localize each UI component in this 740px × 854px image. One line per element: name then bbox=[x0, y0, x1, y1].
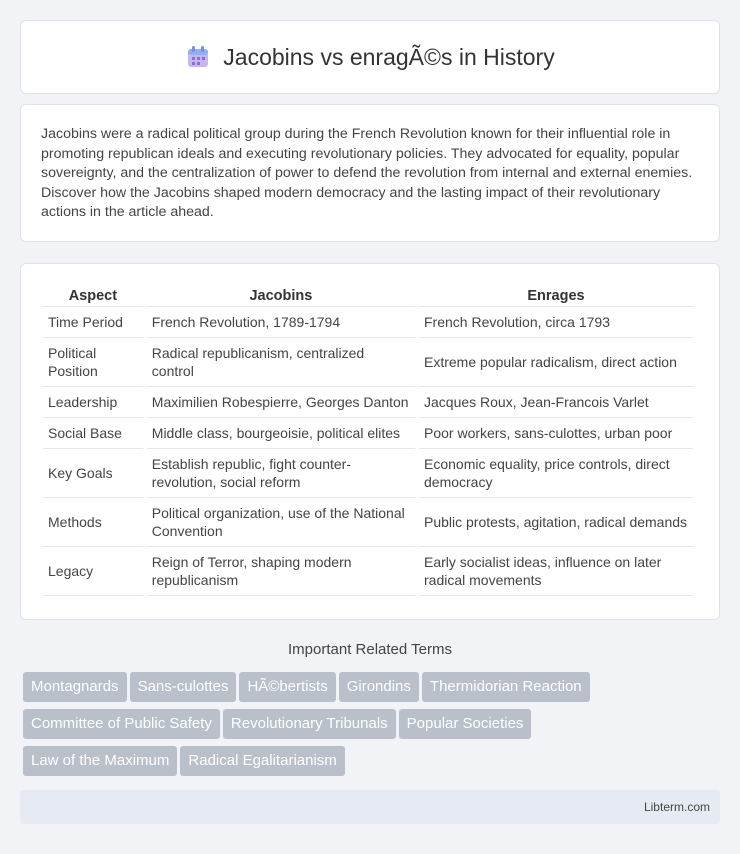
related-term-tag[interactable]: Sans-culottes bbox=[130, 672, 237, 702]
row-jacobins: Radical republicanism, centralized control bbox=[147, 338, 415, 387]
related-term-tag[interactable]: Committee of Public Safety bbox=[23, 709, 220, 739]
header-enrages: Enrages bbox=[419, 282, 693, 307]
header-jacobins: Jacobins bbox=[147, 282, 415, 307]
table-header-row bbox=[43, 282, 693, 307]
row-jacobins: Reign of Terror, shaping modern republicanism bbox=[147, 547, 415, 596]
intro-text: Jacobins were a radical political group during the French Revolution known for their influential role in promoting republican ideals and executing revolutionary policies. They advocated for equality, popular sovereignty, and the centralization of power to defend the revolution from internal and external enemies. Discover how the Jacobins shaped modern democracy and the lasting impact of their revolutionary actions in the article ahead. bbox=[41, 126, 693, 220]
table-row bbox=[43, 449, 693, 498]
row-enrages: Economic equality, price controls, direct democracy bbox=[419, 449, 693, 498]
related-term-tag[interactable]: Radical Egalitarianism bbox=[180, 746, 344, 776]
row-jacobins: Establish republic, fight counter-revolution, social reform bbox=[147, 449, 415, 498]
row-aspect: Social Base bbox=[43, 418, 143, 449]
row-enrages: Extreme popular radicalism, direct action bbox=[419, 338, 693, 387]
calendar-icon bbox=[185, 44, 211, 70]
related-term-tag[interactable]: Law of the Maximum bbox=[23, 746, 177, 776]
row-aspect: Key Goals bbox=[43, 449, 143, 498]
row-enrages: French Revolution, circa 1793 bbox=[419, 307, 693, 338]
header-card bbox=[20, 20, 720, 94]
header-aspect: Aspect bbox=[43, 282, 143, 307]
related-term-tag[interactable]: Montagnards bbox=[23, 672, 127, 702]
row-aspect: Legacy bbox=[43, 547, 143, 596]
footer-site-link[interactable]: Libterm.com bbox=[643, 800, 710, 814]
related-term-tag[interactable]: Revolutionary Tribunals bbox=[223, 709, 396, 739]
related-terms-title: Important Related Terms bbox=[288, 641, 452, 658]
row-aspect: Political Position bbox=[43, 338, 143, 387]
related-term-tag[interactable]: Thermidorian Reaction bbox=[422, 672, 590, 702]
page-title: Jacobins vs enragÃ©s in History bbox=[223, 43, 555, 70]
row-enrages: Public protests, agitation, radical demands bbox=[419, 498, 693, 547]
related-terms-list bbox=[23, 672, 723, 783]
row-jacobins: Maximilien Robespierre, Georges Danton bbox=[147, 387, 415, 418]
table-row bbox=[43, 387, 693, 418]
comparison-table-card bbox=[20, 263, 720, 620]
row-jacobins: Middle class, bourgeoisie, political elites bbox=[147, 418, 415, 449]
row-aspect: Time Period bbox=[43, 307, 143, 338]
row-aspect: Methods bbox=[43, 498, 143, 547]
row-aspect: Leadership bbox=[43, 387, 143, 418]
row-enrages: Poor workers, sans-culottes, urban poor bbox=[419, 418, 693, 449]
footer bbox=[20, 790, 720, 824]
related-term-tag[interactable]: Girondins bbox=[339, 672, 419, 702]
table-row bbox=[43, 547, 693, 596]
row-enrages: Jacques Roux, Jean-Francois Varlet bbox=[419, 387, 693, 418]
table-row bbox=[43, 338, 693, 387]
row-enrages: Early socialist ideas, influence on later radical movements bbox=[419, 547, 693, 596]
table-row bbox=[43, 418, 693, 449]
row-jacobins: French Revolution, 1789-1794 bbox=[147, 307, 415, 338]
comparison-table bbox=[39, 282, 697, 596]
related-term-tag[interactable]: HÃ©bertists bbox=[239, 672, 335, 702]
row-jacobins: Political organization, use of the National Convention bbox=[147, 498, 415, 547]
table-row bbox=[43, 498, 693, 547]
intro-card bbox=[20, 104, 720, 242]
table-row bbox=[43, 307, 693, 338]
related-term-tag[interactable]: Popular Societies bbox=[399, 709, 532, 739]
